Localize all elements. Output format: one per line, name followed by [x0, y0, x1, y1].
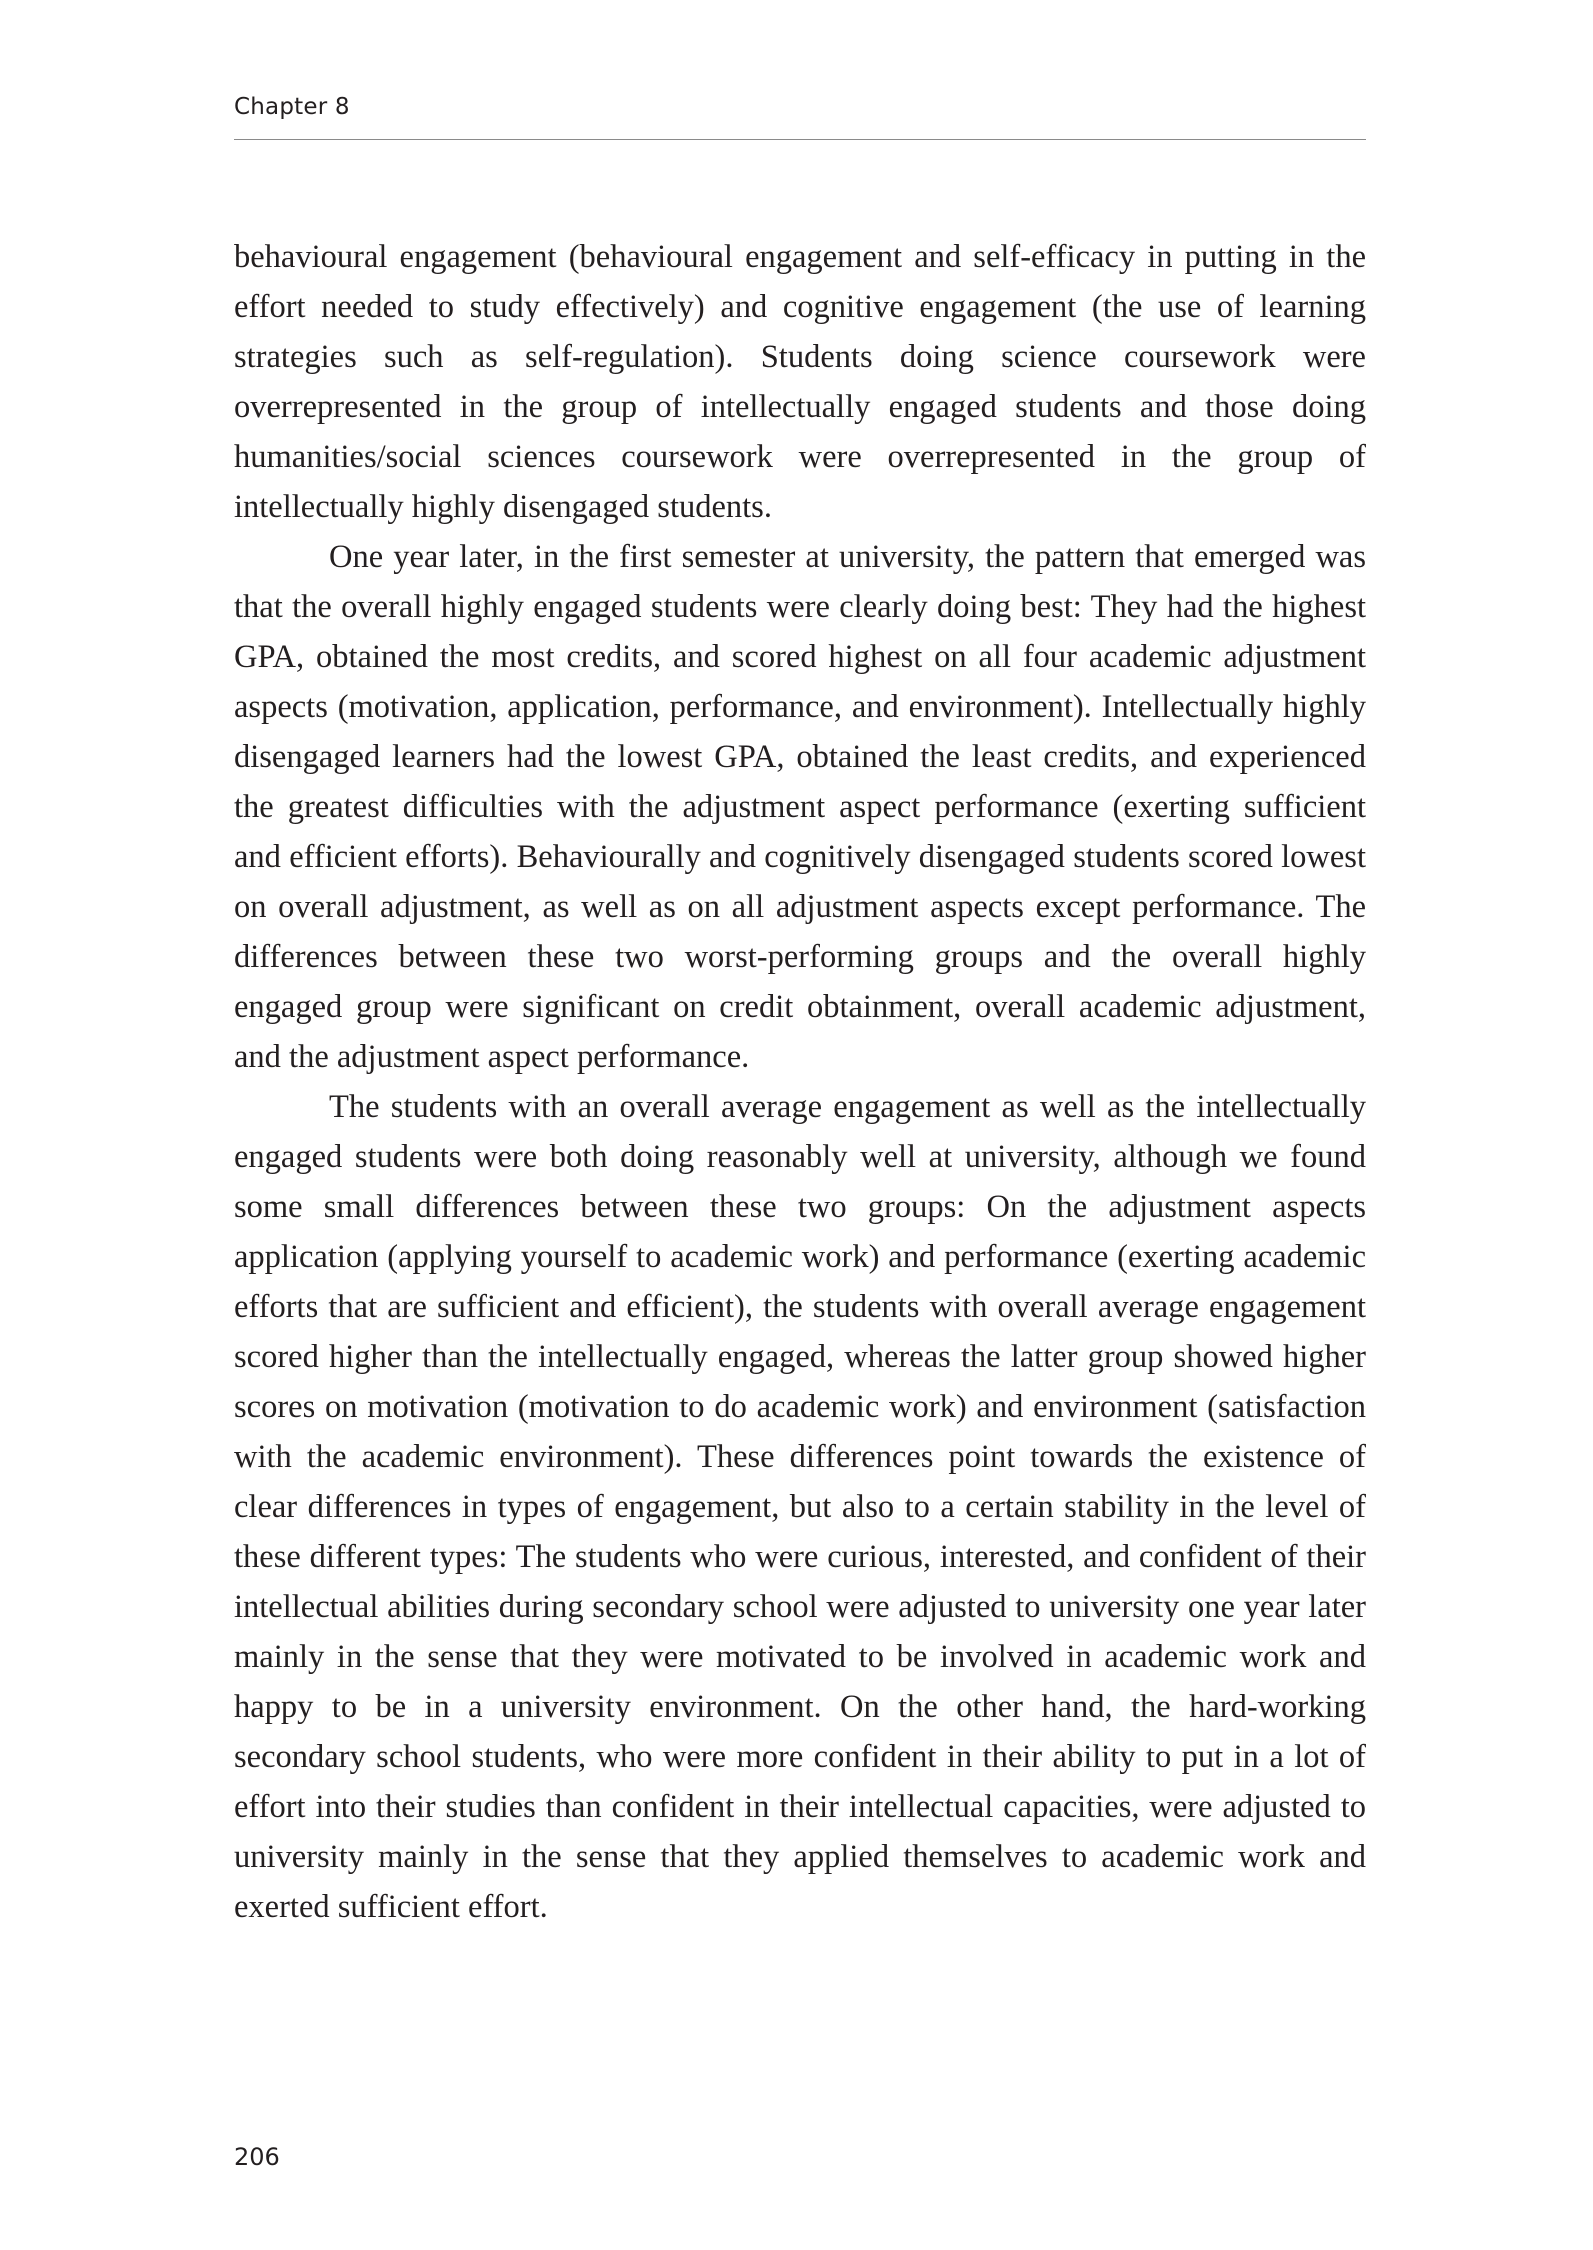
paragraph-one-year-later: One year later, in the first semester at university, the pattern that emerged was that the overall highly engaged students were clearly doing best: They had the highest GPA, obtained the most credits, and scored highest on all four academic adjustment aspects (motivation, application, performance, and environment). Intellectually highly disengaged learners had the lowest GPA, obtained the least credits, and experienced the greatest difficulties with the adjustment aspect performance (exerting sufficient and efficient efforts). Behaviourally and cognitively disengaged students scored lowest on overall adjustment, as well as on all adjustment aspects except performance. The differences between these two worst-performing groups and the overall highly engaged group were significant on credit obtainment, overall academic adjustment, and the adjustment aspect performance. [234, 539, 1366, 1075]
paragraph-continuation: behavioural engagement (behavioural engagement and self-efficacy in putting in the effort needed to study effectively) and cognitive engagement (the use of learning strategies such as self-regulation). Students doing science coursework were overrepresented in the group of intellectually engaged students and those doing humanities/social sciences coursework were overrepresented in the group of intellectually highly disengaged students. [234, 239, 1366, 525]
running-header [234, 92, 1366, 140]
page-number: 206 [234, 2143, 280, 2171]
body-text [234, 232, 1366, 1932]
paragraph-average-engagement: The students with an overall average engagement as well as the intellectually engaged students were both doing reasonably well at university, although we found some small differences between these two groups: On the adjustment aspects application (applying yourself to academic work) and performance (exerting academic efforts that are sufficient and efficient), the students with overall average engagement scored higher than the intellectually engaged, whereas the latter group showed higher scores on motivation (motivation to do academic work) and environment (satisfaction with the academic environment). These differences point towards the existence of clear differences in types of engagement, but also to a certain stability in the level of these different types: The students who were curious, interested, and confident of their intellectual abilities during secondary school were adjusted to university one year later mainly in the sense that they were motivated to be involved in academic work and happy to be in a university environment. On the other hand, the hard-working secondary school students, who were more confident in their ability to put in a lot of effort into their studies than confident in their intellectual capacities, were adjusted to university mainly in the sense that they applied themselves to academic work and exerted sufficient effort. [234, 1089, 1366, 1925]
chapter-label: Chapter 8 [234, 94, 350, 120]
